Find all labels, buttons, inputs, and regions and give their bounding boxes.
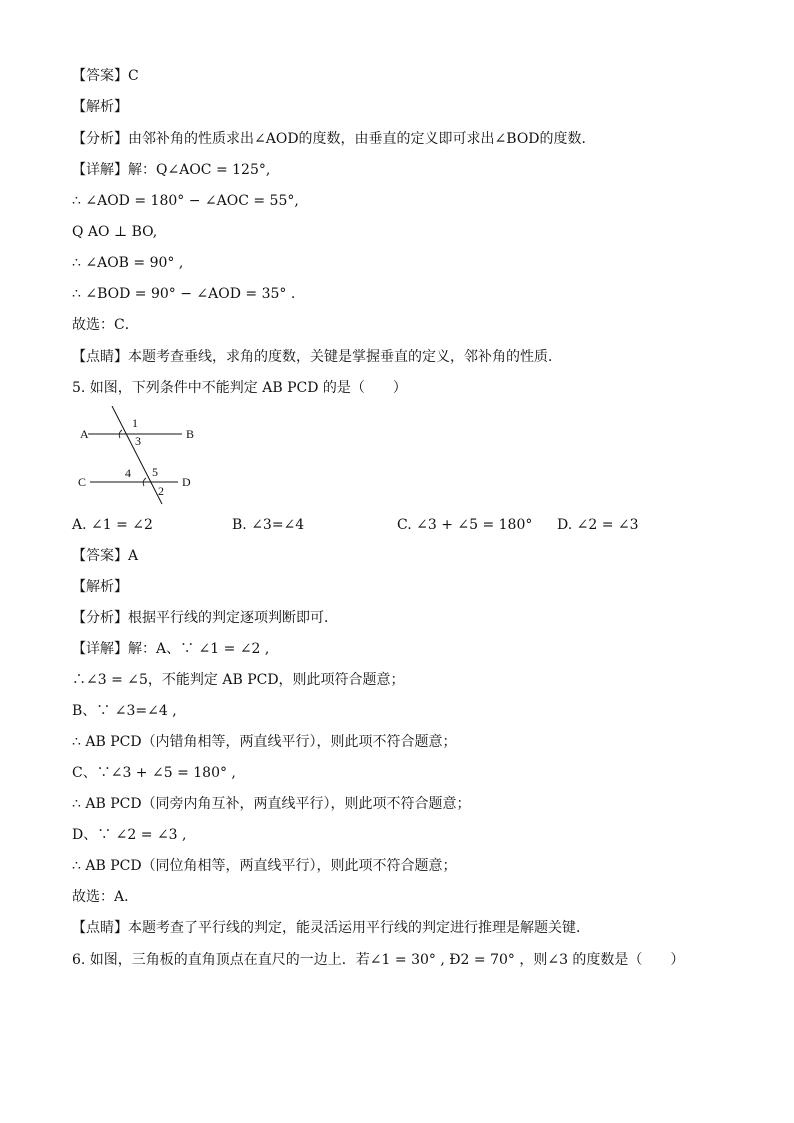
detail-line-q5-8: ∴ AB PCD（同位角相等，两直线平行），则此项不符合题意； <box>72 858 457 874</box>
label-angle-4: 4 <box>125 466 131 480</box>
detail-line-q5-7: D、∵ ∠2 = ∠3 , <box>72 827 187 843</box>
detail-line-q5-3: B、∵ ∠3=∠4 , <box>72 703 177 719</box>
detail-line-q5-5: C、∵∠3 + ∠5 = 180° , <box>72 765 236 781</box>
question-6-stem: 6. 如图，三角板的直角顶点在直尺的一边上．若∠1 = 30° , Ð2 = 70° ，则∠3 的度数是（ ） <box>72 952 685 968</box>
label-c: C <box>78 475 87 489</box>
analysis-heading-q4: 【解析】 <box>72 99 128 115</box>
parallel-lines-figure <box>78 406 208 508</box>
detail-line-q5-6: ∴ AB PCD（同旁内角互补，两直线平行），则此项不符合题意； <box>72 796 471 812</box>
comment-line-q4: 【点睛】本题考查垂线，求角的度数，关键是掌握垂直的定义，邻补角的性质． <box>72 349 562 365</box>
analysis-heading-q5: 【解析】 <box>72 579 128 595</box>
label-d: D <box>182 475 191 489</box>
option-a: A. ∠1 = ∠2 <box>72 517 153 533</box>
answer-line-q5: 【答案】A <box>72 548 139 564</box>
label-angle-1: 1 <box>132 416 138 430</box>
label-a: A <box>80 427 89 441</box>
option-b: B. ∠3=∠4 <box>232 517 305 533</box>
analysis-line-q5: 【分析】根据平行线的判定逐项判断即可． <box>72 610 338 626</box>
detail-line-q4-4: ∴ ∠AOB = 90° , <box>72 255 184 271</box>
answer-line-q4: 【答案】C <box>72 68 139 84</box>
choice-line-q4: 故选：C． <box>72 317 139 333</box>
detail-line-q5-1: 【详解】解：A、∵ ∠1 = ∠2 , <box>72 641 270 657</box>
choice-line-q5: 故选：A． <box>72 889 139 905</box>
label-angle-5: 5 <box>152 465 158 479</box>
detail-line-q4-1: 【详解】解：Q∠AOC = 125°, <box>72 162 271 178</box>
comment-line-q5: 【点睛】本题考查了平行线的判定，能灵活运用平行线的判定进行推理是解题关键． <box>72 920 590 936</box>
question-5-stem: 5. 如图，下列条件中不能判定 AB PCD 的是（ ） <box>72 380 407 396</box>
detail-line-q4-2: ∴ ∠AOD = 180° − ∠AOC = 55°, <box>72 193 299 209</box>
detail-line-q4-3: Q AO ⊥ BO, <box>72 224 158 240</box>
option-d: D. ∠2 = ∠3 <box>557 517 639 533</box>
label-b: B <box>186 427 195 441</box>
detail-line-q5-4: ∴ AB PCD（内错角相等，两直线平行），则此项不符合题意； <box>72 734 457 750</box>
analysis-line-q4: 【分析】由邻补角的性质求出∠AOD的度数，由垂直的定义即可求出∠BOD的度数． <box>72 131 596 147</box>
label-angle-2: 2 <box>158 484 164 498</box>
option-c: C. ∠3 + ∠5 = 180° <box>397 517 533 533</box>
label-angle-3: 3 <box>135 434 141 448</box>
detail-line-q5-2: ∴∠3 = ∠5，不能判定 AB PCD，则此项符合题意； <box>72 672 405 688</box>
detail-line-q4-5: ∴ ∠BOD = 90° − ∠AOD = 35° . <box>72 286 296 302</box>
